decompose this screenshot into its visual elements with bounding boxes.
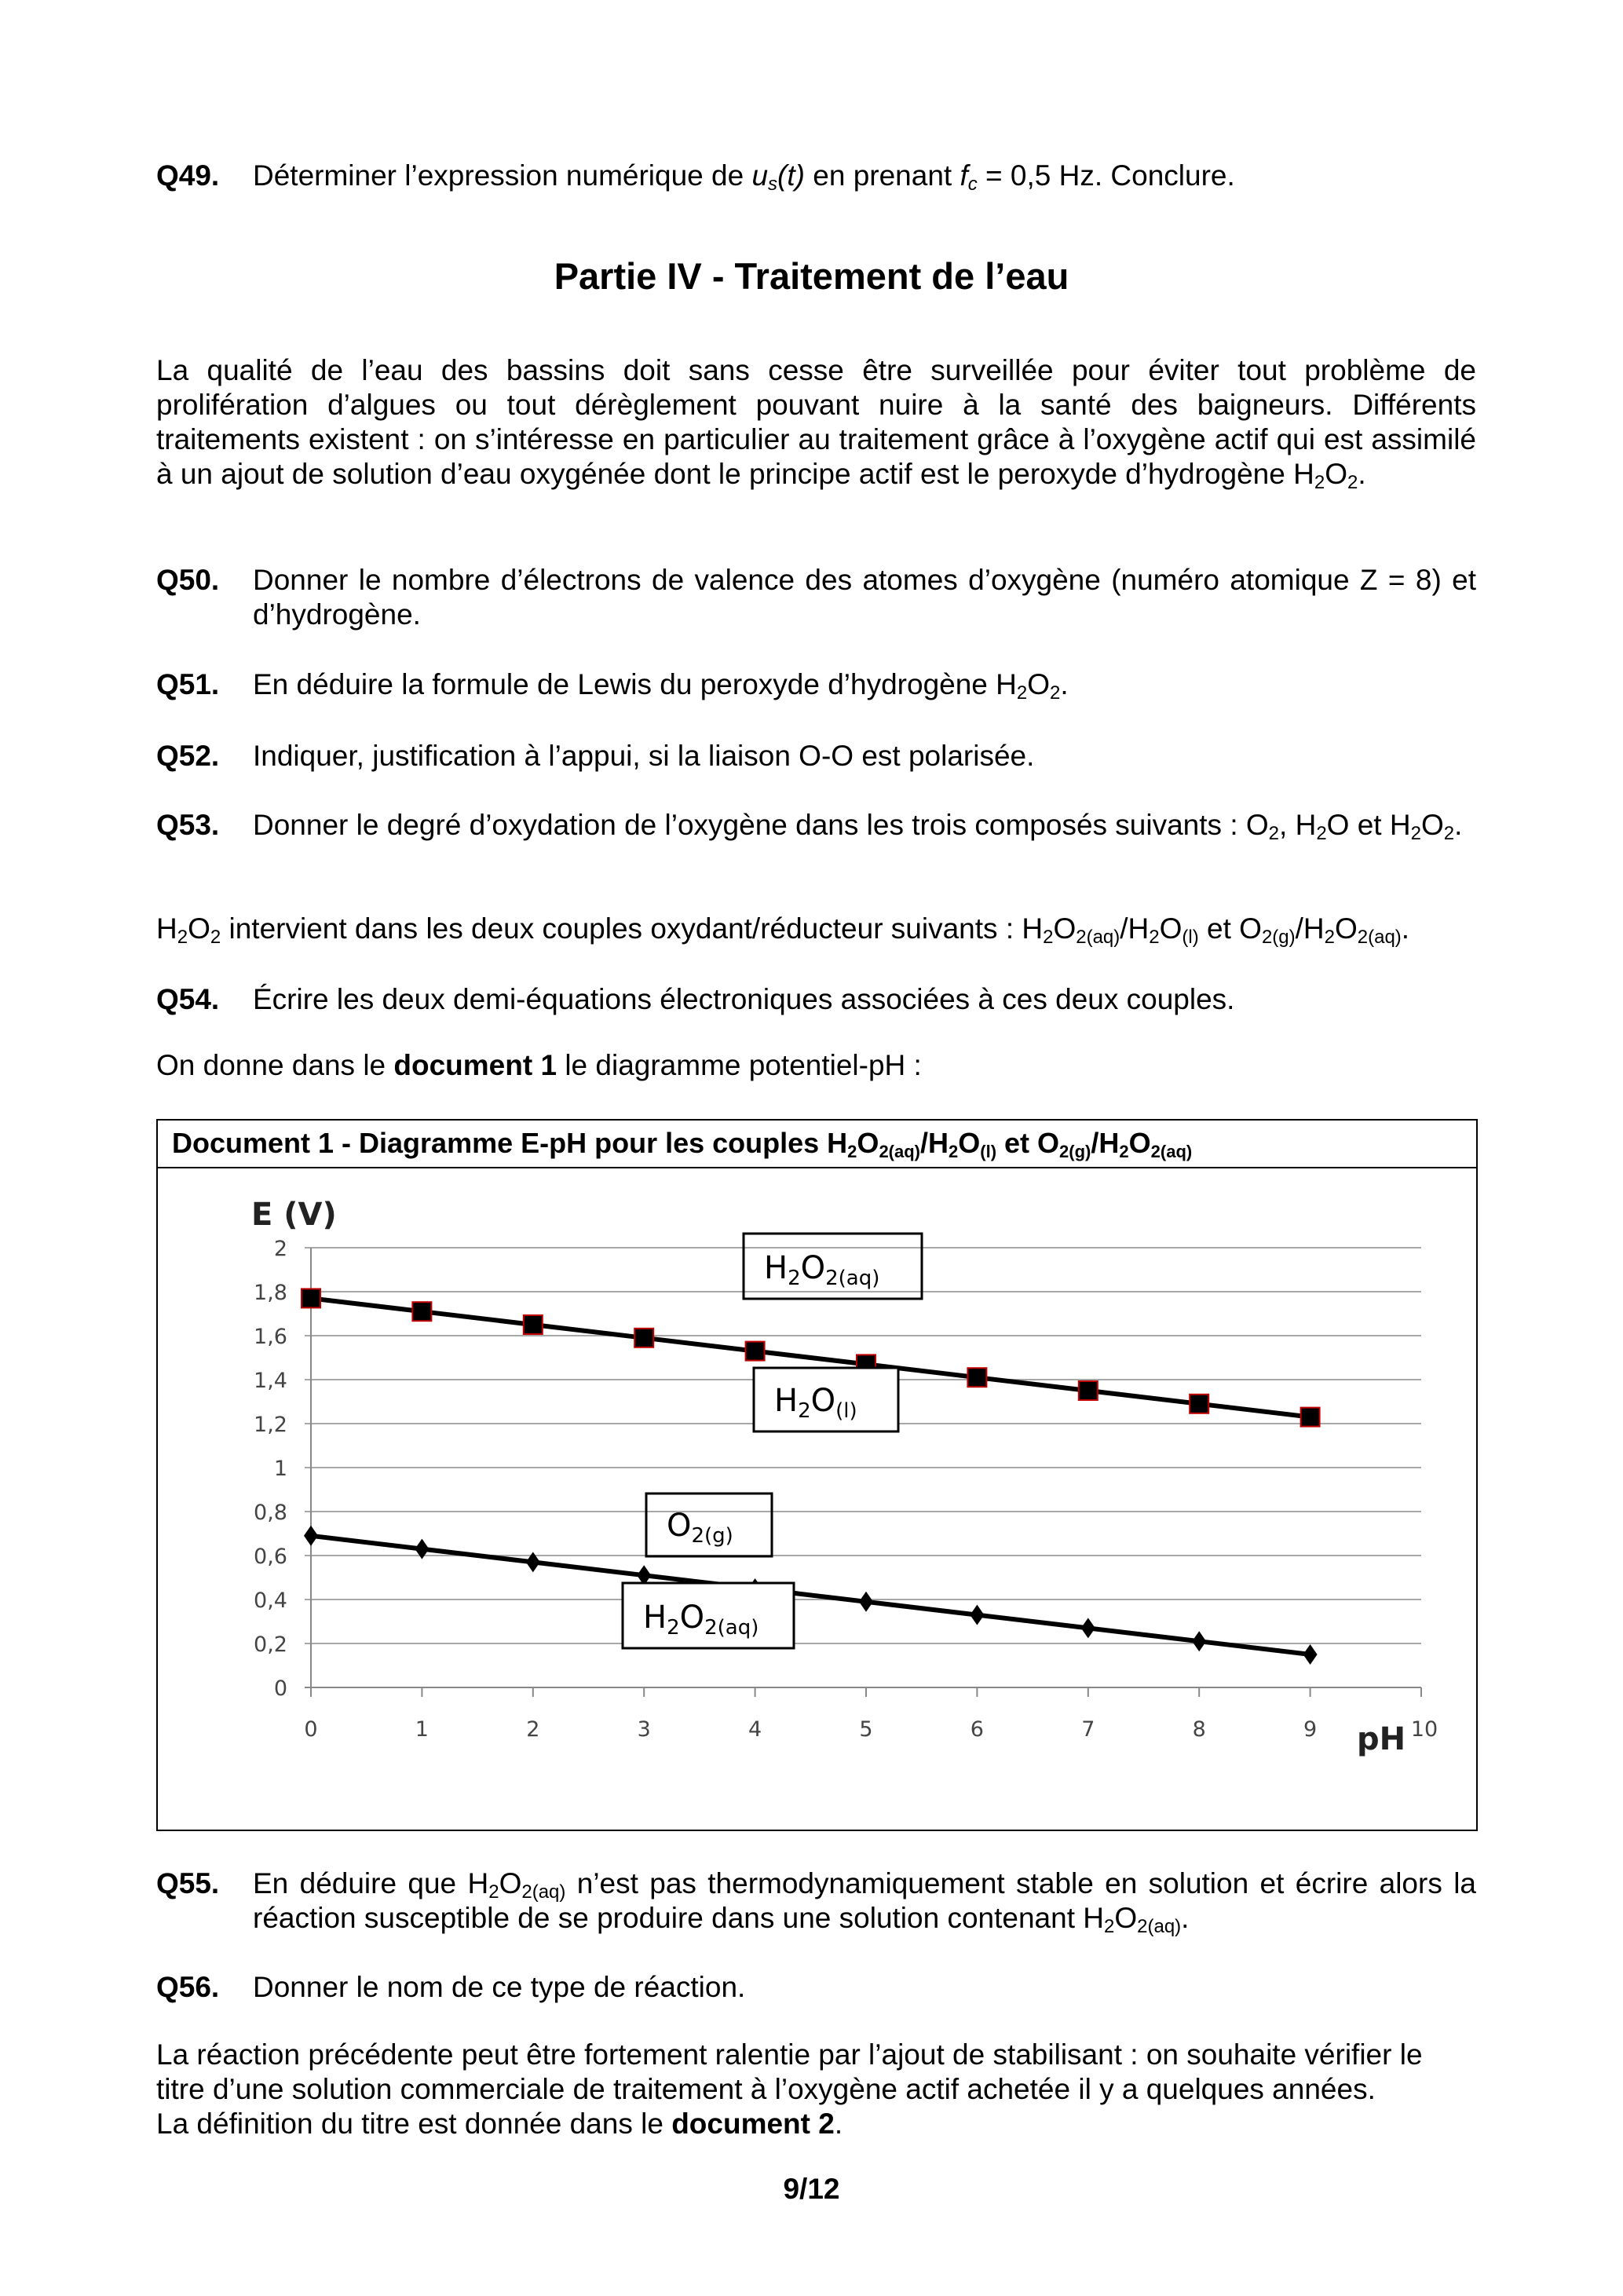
question-number: Q50. [156,564,220,596]
text-run: . [1358,458,1366,490]
text-run: Écrire les deux demi-équations électroniques associées à ces deux couples. [253,983,1235,1015]
text-run: O [1334,912,1358,945]
question-number: Q54. [156,983,220,1015]
data-point-square [302,1289,320,1307]
data-point-square [1301,1408,1320,1427]
y-tick-label: 2 [273,1237,287,1261]
question-number: Q52. [156,740,220,772]
x-tick-label: 4 [748,1717,762,1742]
subscript: c [967,174,978,195]
text-run: . [834,2108,843,2140]
text-run: Donner le nombre d’électrons de valence des atomes d’oxygène (numéro atomique Z = 8) et d’hydrogène. [253,564,1476,631]
subscript: 2 [1043,927,1054,948]
text-run: . [1181,1902,1190,1934]
text-run: La qualité de l’eau des bassins doit sans cesse être surveillée pour éviter tout problème de prolifération d’algues ou tout dérèglement pouvant nuire à la santé des baigneurs. Différents traitements existent : on s’intéresse en particulier au traitement grâce à l’oxygène actif qui est assimilé à un ajout de solution d’eau oxygénée dont le principe actif est le peroxyde d’hydrogène H [156,354,1476,490]
y-tick-label: 0 [273,1676,287,1701]
data-point-diamond [1192,1631,1206,1651]
text-run: On donne dans le [156,1049,394,1081]
question-number: Q51. [156,668,220,700]
x-tick-label: 10 [1410,1717,1438,1742]
text-run: document 2 [671,2108,835,2140]
final-paragraph [156,2038,1476,2141]
subscript: 2 [1103,1916,1115,1937]
species-label [667,1508,733,1548]
x-tick-label: 1 [415,1717,429,1742]
text-run: . [1454,809,1463,841]
text-run: et O [1198,912,1262,945]
species-label [764,1250,879,1290]
text-run: . [1401,912,1410,945]
x-tick-label: 5 [859,1717,873,1742]
subscript: 2 [1016,682,1028,704]
text-run: O [857,1127,879,1159]
question-number: Q53. [156,809,220,841]
subscript: 2(aq) [1150,1142,1193,1161]
y-tick-label: 1,6 [254,1325,287,1349]
text-run: Donner le degré d’oxydation de l’oxygène dans les trois composés suivants : O [253,809,1269,841]
text-run: H [643,1600,667,1636]
text-run: le diagramme potentiel-pH : [557,1049,922,1081]
data-point-diamond [1303,1644,1318,1665]
data-point-square [1079,1381,1098,1400]
subscript: 2 [847,1142,857,1161]
x-tick-label: 3 [637,1717,651,1742]
text-run: u [751,159,769,192]
subscript: 2(aq) [521,1881,566,1903]
text-run: document 1 [393,1049,557,1081]
text-run: H [774,1383,799,1419]
y-tick-label: 1,8 [254,1281,287,1305]
text-run: Indiquer, justification à l’appui, si la liaison O-O est polarisée. [253,740,1035,772]
subscript: 2 [1268,823,1280,844]
text-run: En déduire que H [253,1867,489,1899]
text-run: O [188,912,210,945]
text-run: Document 1 - Diagramme E-pH pour les couples H [172,1127,848,1159]
text-run: O [1027,668,1051,700]
text-run: . [1060,668,1069,700]
subscript: 2 [1347,472,1358,493]
subscript: 2 [177,927,188,948]
question-55 [156,1866,1476,1936]
subscript: 2 [210,927,221,948]
text-run: en prenant [804,159,960,192]
subscript: 2(aq) [1357,927,1402,948]
text-run: Déterminer l’expression numérique de [253,159,752,192]
subscript: (l) [980,1142,997,1161]
text-run: /H [920,1127,949,1159]
data-point-square [634,1329,653,1347]
text-run: /H [1295,912,1325,945]
y-tick-label: 0,4 [254,1589,287,1613]
subscript: (l) [1182,927,1199,948]
section-title: Partie IV - Traitement de l’eau [554,255,1069,297]
data-point-square [1190,1395,1208,1413]
question-number: Q56. [156,1971,220,2003]
subscript: 2 [1314,472,1325,493]
x-tick-label: 8 [1192,1717,1206,1742]
text-run: O et H [1326,809,1411,841]
text-run: f [960,159,968,192]
y-tick-label: 1,2 [254,1413,287,1437]
subscript: s [768,174,778,195]
question-text [253,1970,1476,2005]
text-run: et O [996,1127,1060,1159]
data-point-diamond [859,1592,873,1612]
data-point-square [412,1302,431,1321]
y-axis-label: E (V) [251,1197,337,1233]
x-tick-label: 0 [304,1717,318,1742]
text-run: O [1128,1127,1151,1159]
subscript: 2(aq) [879,1142,920,1161]
text-run: En déduire la formule de Lewis du peroxyde d’hydrogène H [253,668,1017,700]
text-run: Donner le nom de ce type de réaction. [253,1971,746,2003]
subscript: 2(g) [1059,1142,1091,1161]
y-tick-label: 0,6 [254,1545,287,1569]
subscript: 2 [1316,823,1327,844]
text-run: H [156,912,177,945]
text-run: = 0,5 Hz. Conclure. [977,159,1235,192]
text-run: O [679,1600,705,1636]
question-56 [156,1970,1476,2005]
text-run: O [1114,1902,1138,1934]
series-line-1 [311,1536,1310,1654]
text-run: O [1325,458,1347,490]
x-tick-label: 6 [970,1717,984,1742]
data-point-diamond [304,1526,318,1546]
subscript: 2 [788,1267,801,1290]
text-run: La définition du titre est donnée dans le [156,2108,672,2140]
text-run: O [958,1127,981,1159]
text-run: /H [1120,912,1150,945]
text-run: O [1159,912,1183,945]
y-tick-label: 1 [273,1457,287,1481]
subscript: 2 [1149,927,1160,948]
text-run: O [800,1250,826,1286]
text-run: O [499,1867,522,1899]
subscript: 2 [667,1616,680,1640]
text-run: O [1420,809,1444,841]
text-run: n’est pas thermodynamiquement stable en solution et écrire alors la réaction susceptible de se produire dans une solution contenant H [253,1867,1476,1934]
text-run: intervient dans les deux couples oxydant/réducteur suivants : H [221,912,1044,945]
subscript: 2 [1119,1142,1129,1161]
subscript: 2(aq) [825,1267,880,1290]
data-point-square [746,1342,765,1361]
text-run: /H [1091,1127,1120,1159]
x-tick-label: 9 [1303,1717,1318,1742]
text-run: La réaction précédente peut être fortement ralentie par l’ajout de stabilisant : on souhaite vérifier le titre d’une solution commerciale de traitement à l’oxygène actif achetée il y a quelques années. [156,2038,1423,2105]
subscript: 2(g) [691,1524,733,1548]
text-run: (t) [777,159,805,192]
text-run: , H [1279,809,1317,841]
text-run: O [1053,912,1077,945]
data-point-square [524,1315,543,1334]
y-tick-label: 1,4 [254,1369,287,1393]
subscript: 2 [488,1881,499,1903]
subscript: 2 [1324,927,1335,948]
subscript: 2 [949,1142,959,1161]
y-tick-label: 0,2 [254,1632,287,1657]
subscript: 2 [1050,682,1061,704]
subscript: 2(aq) [1137,1916,1182,1937]
question-number: Q49. [156,159,220,192]
subscript: 2(aq) [704,1616,759,1640]
text-run: O [667,1508,692,1544]
text-run: O [810,1383,836,1419]
data-point-square [967,1368,986,1387]
subscript: 2(g) [1261,927,1296,948]
y-tick-label: 0,8 [254,1501,287,1525]
text-run: H [764,1250,788,1286]
subscript: 2 [798,1399,811,1423]
subscript: 2 [1410,823,1421,844]
x-tick-label: 7 [1081,1717,1095,1742]
question-number: Q55. [156,1867,220,1899]
question-text [253,1866,1476,1936]
x-tick-label: 2 [526,1717,540,1742]
x-axis-label: pH [1357,1721,1406,1757]
page-number: 9/12 [783,2173,840,2205]
data-point-diamond [970,1605,984,1625]
subscript: 2(aq) [1076,927,1120,948]
data-point-diamond [1081,1618,1095,1638]
subscript: (l) [835,1399,857,1423]
subscript: 2 [1443,823,1455,844]
